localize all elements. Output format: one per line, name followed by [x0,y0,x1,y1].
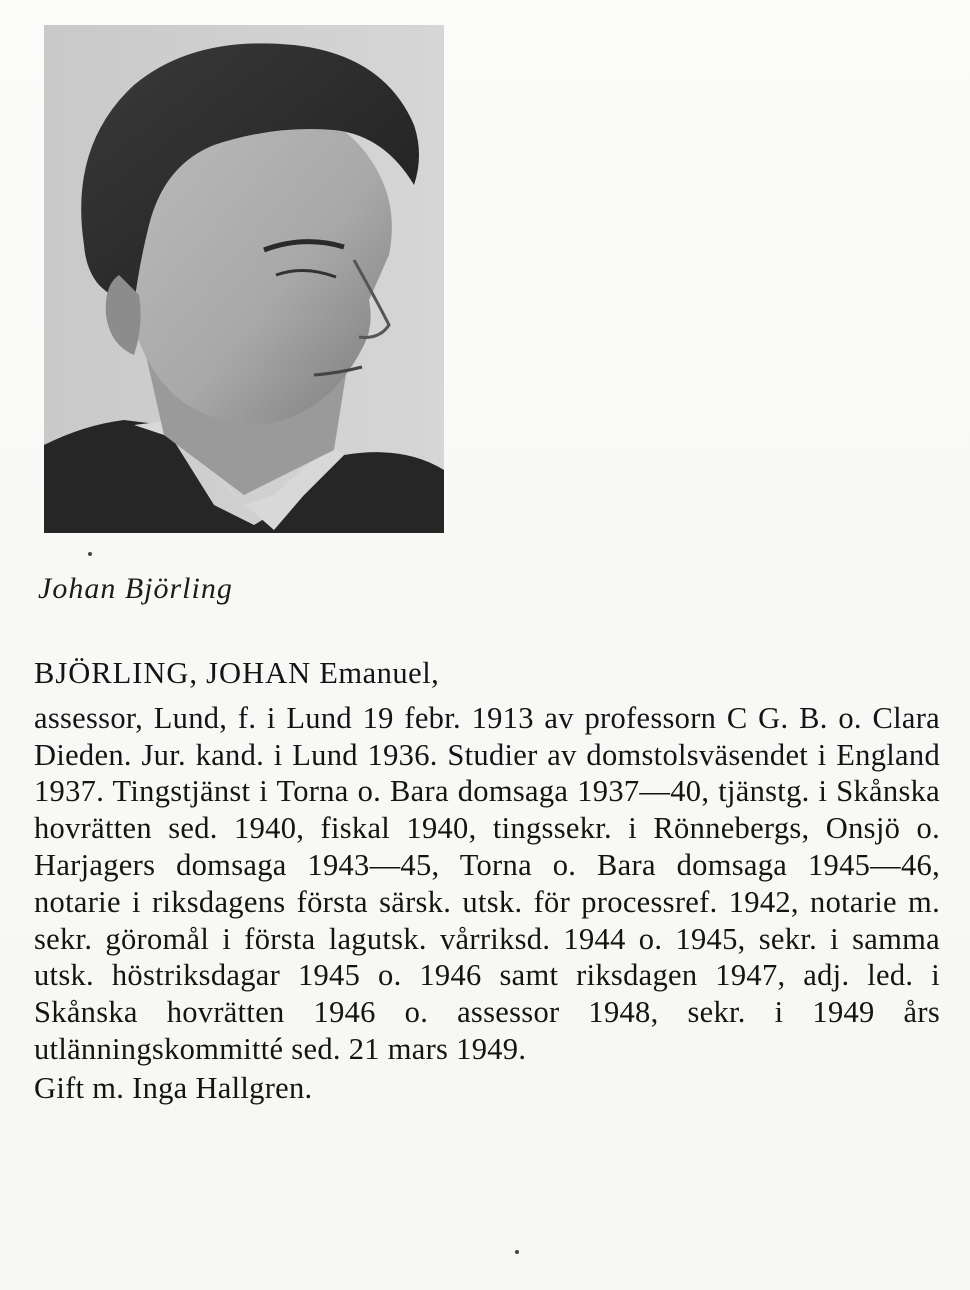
photo-caption: Johan Björling [38,572,233,605]
biography-text: assessor, Lund, f. i Lund 19 febr. 1913 av professorn C G. B. o. Clara Dieden. Jur. kand. i Lund 1936. Studier av domstolsväsendet i England 1937. Tingstjänst i Torna o. Bara domsaga 1937—40, tjänstg. i Skånska hovrätten sed. 1940, fiskal 1940, tingssekr. i Rönnebergs, Onsjö o. Harjagers domsaga 1943—45, Torna o. Bara domsaga 1945—46, notarie i riksdagens första särsk. utsk. för processref. 1942, notarie m. sekr. göromål i första lagutsk. vårriksd. 1944 o. 1945, sekr. i samma utsk. höstriksdagar 1945 o. 1946 samt riksdagen 1947, adj. led. i Skånska hovrätten 1946 o. assessor 1948, sekr. i 1949 års utlänningskommitté sed. 21 mars 1949. [34,700,940,1066]
surname: BJÖRLING, [34,656,199,690]
biography-entry [34,655,940,1107]
print-speck [88,552,92,556]
given-name-rest: Emanuel, [319,656,440,690]
spouse-line: Gift m. Inga Hallgren. [34,1070,313,1105]
entry-heading [34,655,940,692]
print-speck [515,1250,519,1254]
given-name-caps: JOHAN [206,656,312,690]
portrait-photo [44,25,444,533]
